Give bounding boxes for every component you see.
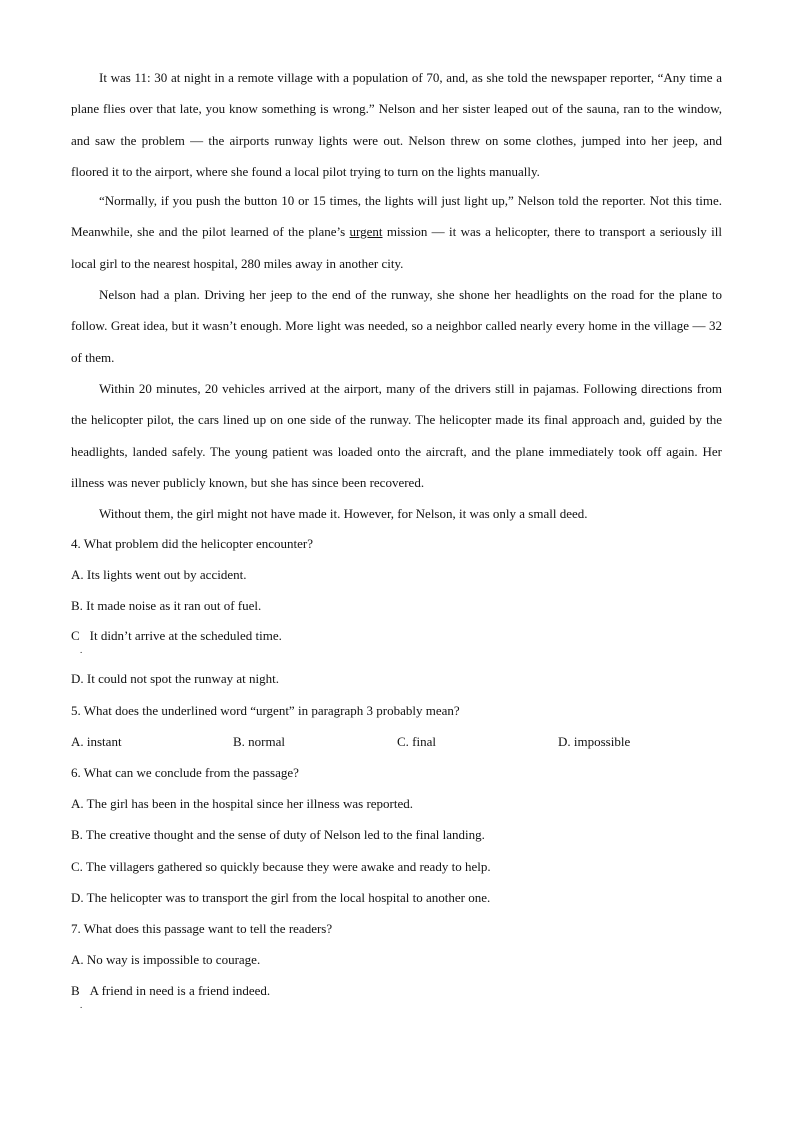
passage-paragraph-1: It was 11: 30 at night in a remote village with a population of 70, and, as she told the newspaper reporter, “Any time a plane flies over that late, you know something is wrong.” Nelson and her sister leaped out of the sauna, ran to the window, and saw the problem — the airports runway lights were out. Nelson threw on some clothes, jumped into her jeep, and floored it to the airport, where she found a local pilot trying to turn on the lights manually. xyxy=(71,70,722,179)
question-7-option-b xyxy=(71,981,270,1001)
period-mark: . xyxy=(80,1000,83,1010)
question-6-stem: 6. What can we conclude from the passage? xyxy=(71,765,299,780)
option-b-text: A friend in need is a friend indeed. xyxy=(89,983,271,998)
question-4-option-b: B. It made noise as it ran out of fuel. xyxy=(71,598,262,613)
question-6-option-d: D. The helicopter was to transport the girl from the local hospital to another one. xyxy=(71,890,491,905)
question-6-option-a: A. The girl has been in the hospital since her illness was reported. xyxy=(71,796,414,811)
question-5-option-c: C. final xyxy=(397,734,436,749)
question-7-stem: 7. What does this passage want to tell the readers? xyxy=(71,921,333,936)
question-6-option-b: B. The creative thought and the sense of duty of Nelson led to the final landing. xyxy=(71,827,485,842)
question-5-option-a: A. instant xyxy=(71,734,122,749)
paragraph-2-text-end: mission — it was a helicopter, there to transport a seriously ill local girl to the nearest hospital, 280 miles away in another city. xyxy=(71,224,722,271)
question-4-option-a: A. Its lights went out by accident. xyxy=(71,567,247,582)
option-c-letter: C xyxy=(71,628,80,643)
passage-paragraph-5: Without them, the girl might not have made it. However, for Nelson, it was only a small deed. xyxy=(99,506,588,521)
question-5-options xyxy=(71,732,722,752)
period-mark: . xyxy=(80,645,83,655)
question-5-option-d: D. impossible xyxy=(558,734,631,749)
option-c-text: It didn’t arrive at the scheduled time. xyxy=(89,628,282,643)
passage-paragraph-2 xyxy=(71,185,722,279)
question-6-option-c: C. The villagers gathered so quickly because they were awake and ready to help. xyxy=(71,859,491,874)
question-5-stem: 5. What does the underlined word “urgent” in paragraph 3 probably mean? xyxy=(71,703,460,718)
question-5-option-b: B. normal xyxy=(233,734,285,749)
passage-paragraph-3: Nelson had a plan. Driving her jeep to the end of the runway, she shone her headlights on the road for the plane to follow. Great idea, but it wasn’t enough. More light was needed, so a neighbor called nearly every home in the village — 32 of them. xyxy=(71,287,722,365)
question-4-option-c xyxy=(71,626,282,646)
underlined-word-urgent: urgent xyxy=(349,224,383,240)
option-b-letter: B xyxy=(71,983,80,998)
paragraph-2-text-start: “Normally, if you push the button 10 or 15 times, the lights will just light up,” Nelson told the reporter. Not this time. Meanwhile, she and the pilot learned of the plane’s xyxy=(71,193,722,240)
passage-paragraph-4: Within 20 minutes, 20 vehicles arrived at the airport, many of the drivers still in pajamas. Following directions from the helicopter pilot, the cars lined up on one side of the runway. The helicopter made its final approach and, guided by the headlights, landed safely. The young patient was loaded onto the aircraft, and the plane immediately took off again. Her illness was never publicly known, but she has since been recovered. xyxy=(71,381,722,490)
question-4-option-d: D. It could not spot the runway at night. xyxy=(71,671,279,686)
question-4-stem: 4. What problem did the helicopter encounter? xyxy=(71,536,313,551)
question-7-option-a: A. No way is impossible to courage. xyxy=(71,952,261,967)
